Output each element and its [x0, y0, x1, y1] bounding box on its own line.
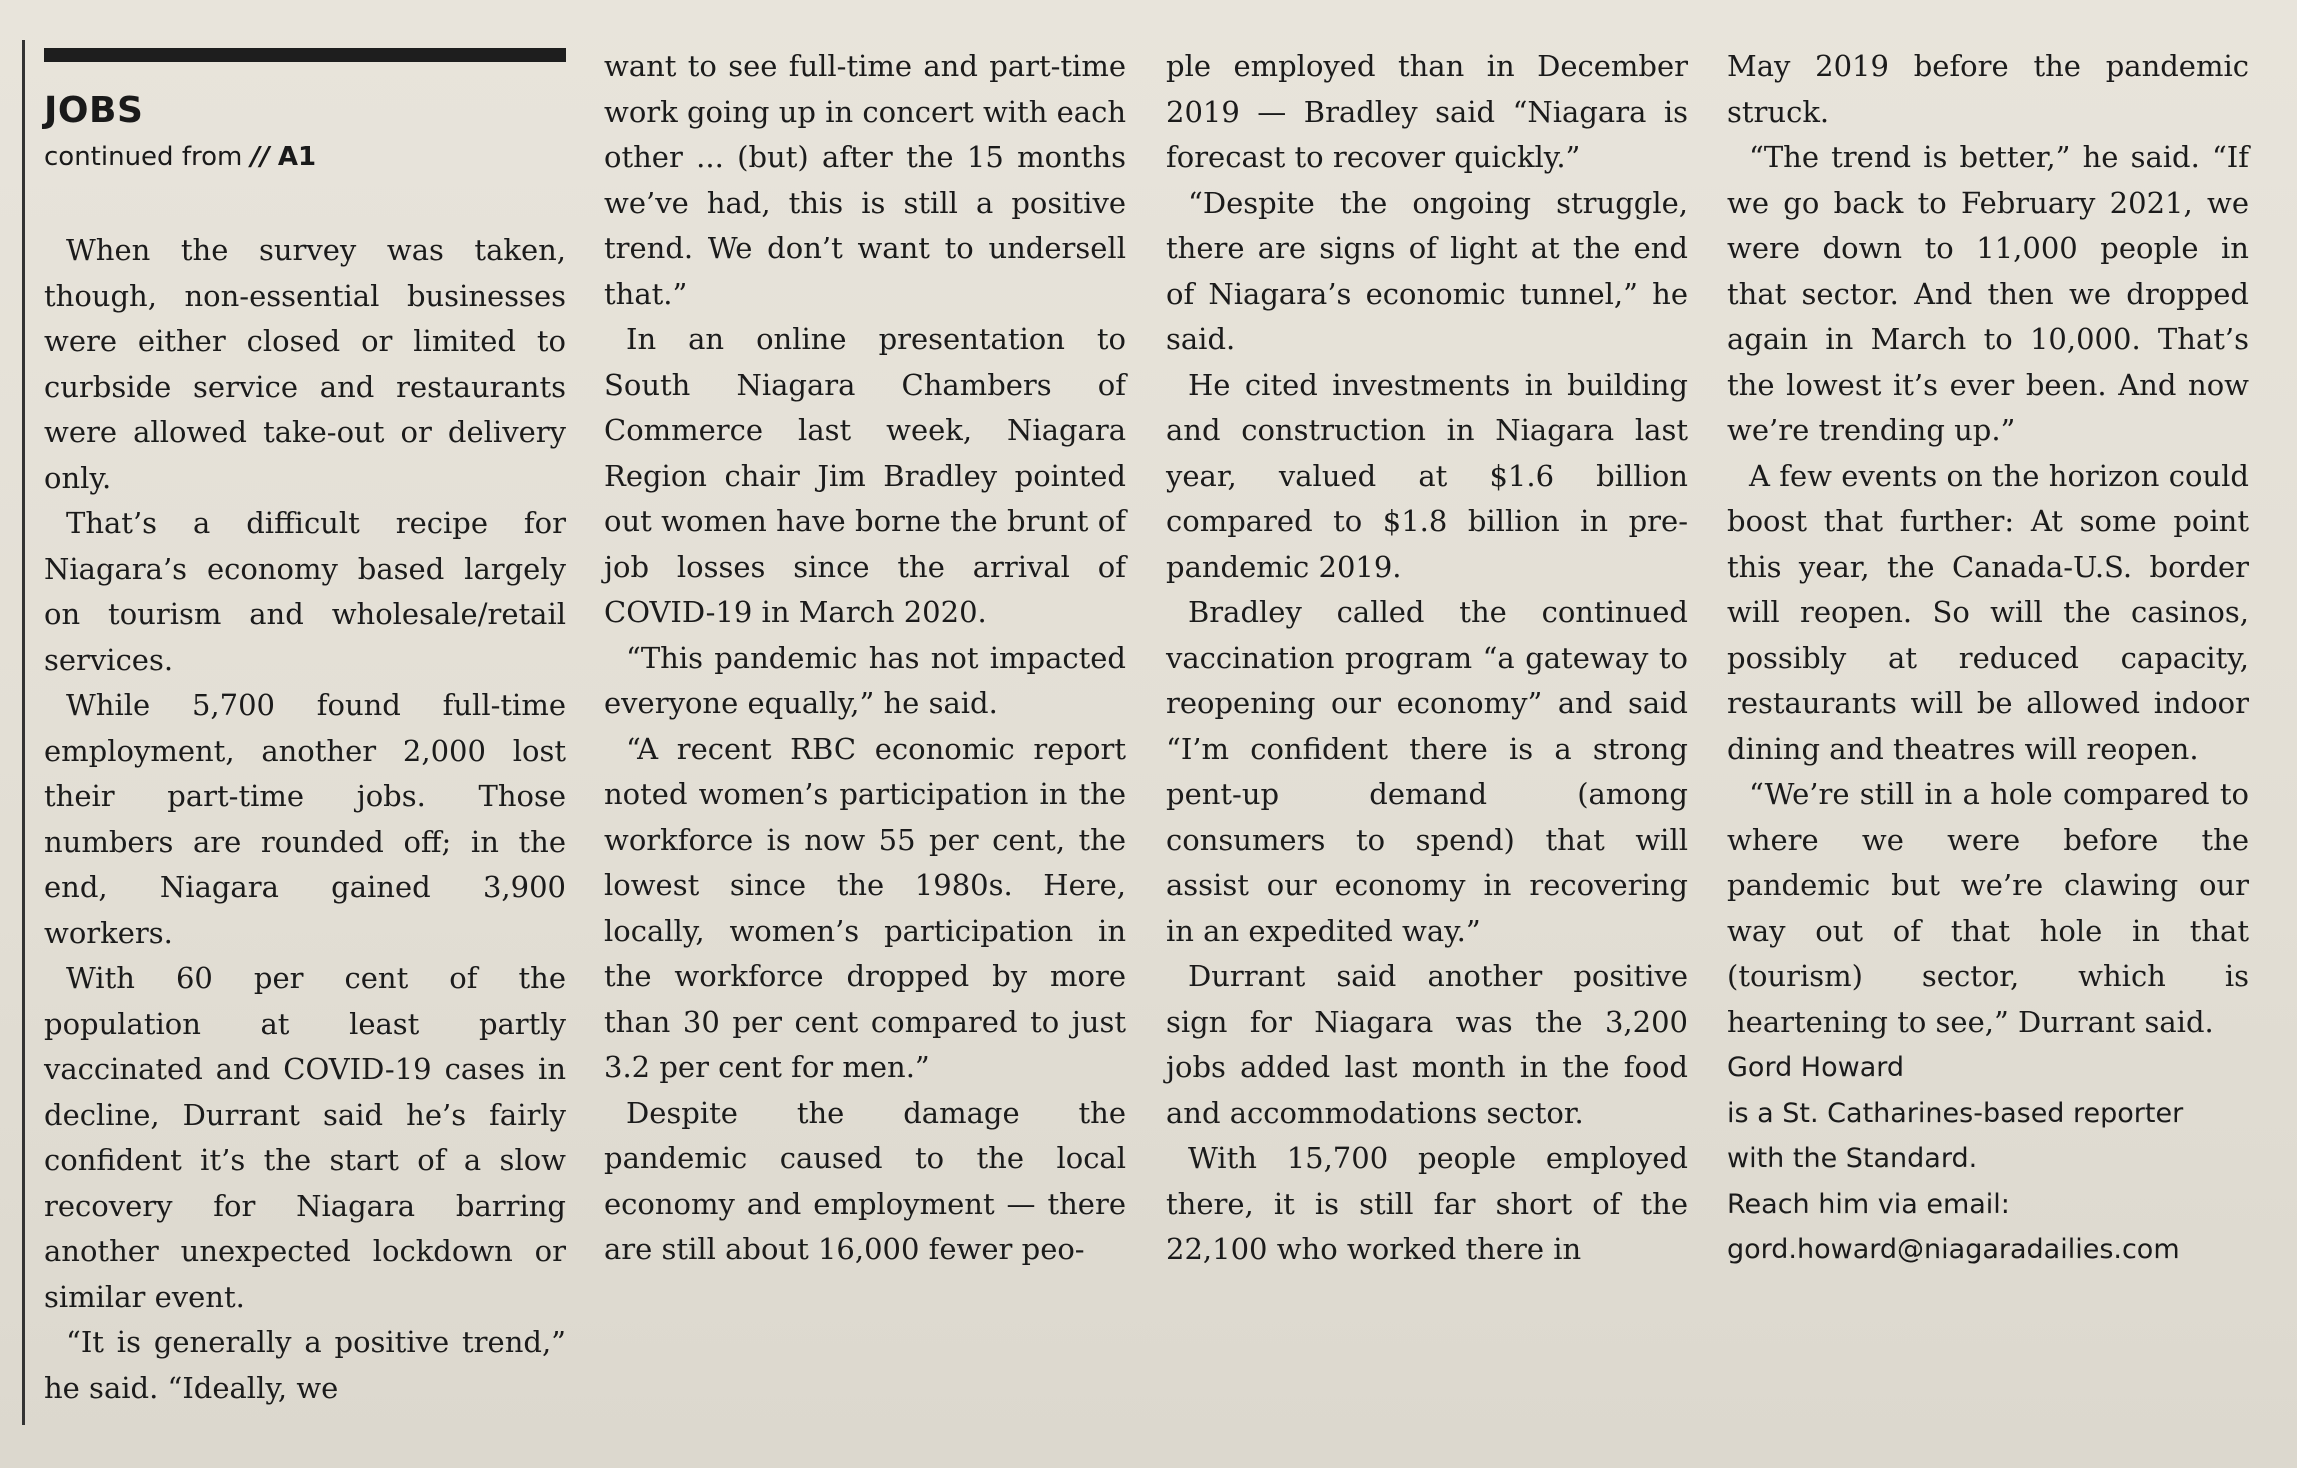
article-column-3	[1166, 44, 1688, 1273]
paragraph: Bradley called the continued vaccination program “a gateway to reopening our economy” and said “I’m confident there is a strong pent-up demand (among consumers to spend) that will assist our economy in recovering in an expedited way.”	[1166, 595, 1688, 948]
paragraph: “This pandemic has not impacted everyone equally,” he said.	[604, 640, 1126, 720]
paragraph: Despite the damage the pandemic caused to the local economy and employment — there are still about 16,000 fewer peo-	[604, 1095, 1126, 1266]
paragraph: That’s a difficult recipe for Niagara’s economy based largely on tourism and wholesale/retail services.	[44, 506, 566, 677]
column-rule	[22, 40, 25, 1425]
paragraph: May 2019 before the pandemic struck.	[1727, 49, 2249, 129]
continued-slash: //	[250, 142, 270, 172]
section-title: JOBS	[44, 90, 144, 131]
paragraph: “A recent RBC economic report noted women’s participation in the workforce is now 55 per cent, the lowest since the 1980s. Here, locally, women’s participation in the workforce dropped by more than 30 per cent compared to just 3.2 per cent for men.”	[604, 731, 1126, 1084]
paragraph: “It is generally a positive trend,” he said. “Ideally, we	[44, 1325, 566, 1405]
paragraph: “Despite the ongoing struggle, there are signs of light at the end of Niagara’s economic tunnel,” he said.	[1166, 185, 1688, 356]
article-column-1	[44, 228, 566, 1411]
author-contact-label: Reach him via email:	[1727, 1188, 2010, 1220]
paragraph: Durrant said another positive sign for Niagara was the 3,200 jobs added last month in the food and accommodations sector.	[1166, 959, 1688, 1130]
paragraph: While 5,700 found full-time employment, another 2,000 lost their part-time jobs. Those numbers are rounded off; in the end, Niagara gained 3,900 workers.	[44, 688, 566, 950]
paragraph: “We’re still in a hole compared to where we were before the pandemic but we’re clawing our way out of that hole in that (tourism) sector, which is heartening to see,” Durrant said.	[1727, 777, 2249, 1039]
author-email: gord.howard@niagaradailies.com	[1727, 1234, 2180, 1265]
paragraph: With 60 per cent of the population at least partly vaccinated and COVID-19 cases in decline, Durrant said he’s fairly confident it’s the start of a slow recovery for Niagara barring another unexpected lockdown or similar event.	[44, 961, 566, 1314]
paragraph: In an online presentation to South Niagara Chambers of Commerce last week, Niagara Region chair Jim Bradley pointed out women have borne the brunt of job losses since the arrival of COVID-19 in March 2020.	[604, 322, 1126, 629]
paragraph: A few events on the horizon could boost that further: At some point this year, the Canada-U.S. border will reopen. So will the casinos, possibly at reduced capacity, restaurants will be allowed indoor dining and theatres will reopen.	[1727, 458, 2249, 766]
author-role-line-1: is a St. Catharines-based reporter	[1727, 1097, 2184, 1129]
author-byline	[1727, 1045, 2249, 1273]
continued-page-ref: A1	[277, 142, 317, 172]
paragraph: When the survey was taken, though, non-essential businesses were either closed or limited to curbside service and restaurants were allowed take-out or delivery only.	[44, 233, 566, 495]
paragraph: want to see full-time and part-time work going up in concert with each other ... (but) after the 15 months we’ve had, this is still a positive trend. We don’t want to undersell that.”	[604, 49, 1126, 311]
paragraph: “The trend is better,” he said. “If we go back to February 2021, we were down to 11,000 people in that sector. And then we dropped again in March to 10,000. That’s the lowest it’s ever been. And now we’re trending up.”	[1727, 140, 2249, 447]
article-column-2	[604, 44, 1126, 1273]
paragraph: He cited investments in building and construction in Niagara last year, valued at $1.6 billion compared to $1.8 billion in pre-pandemic 2019.	[1166, 367, 1688, 584]
author-role-line-2: with the Standard.	[1727, 1143, 1978, 1174]
continued-prefix: continued from	[44, 142, 243, 172]
article-column-4	[1727, 44, 2249, 1273]
author-name: Gord Howard	[1727, 1052, 1905, 1083]
paragraph: With 15,700 people employed there, it is still far short of the 22,100 who worked there in	[1166, 1141, 1688, 1266]
continued-from-line	[44, 142, 316, 172]
section-bar	[44, 48, 566, 62]
paragraph: ple employed than in December 2019 — Bradley said “Niagara is forecast to recover quickly.”	[1166, 49, 1688, 174]
